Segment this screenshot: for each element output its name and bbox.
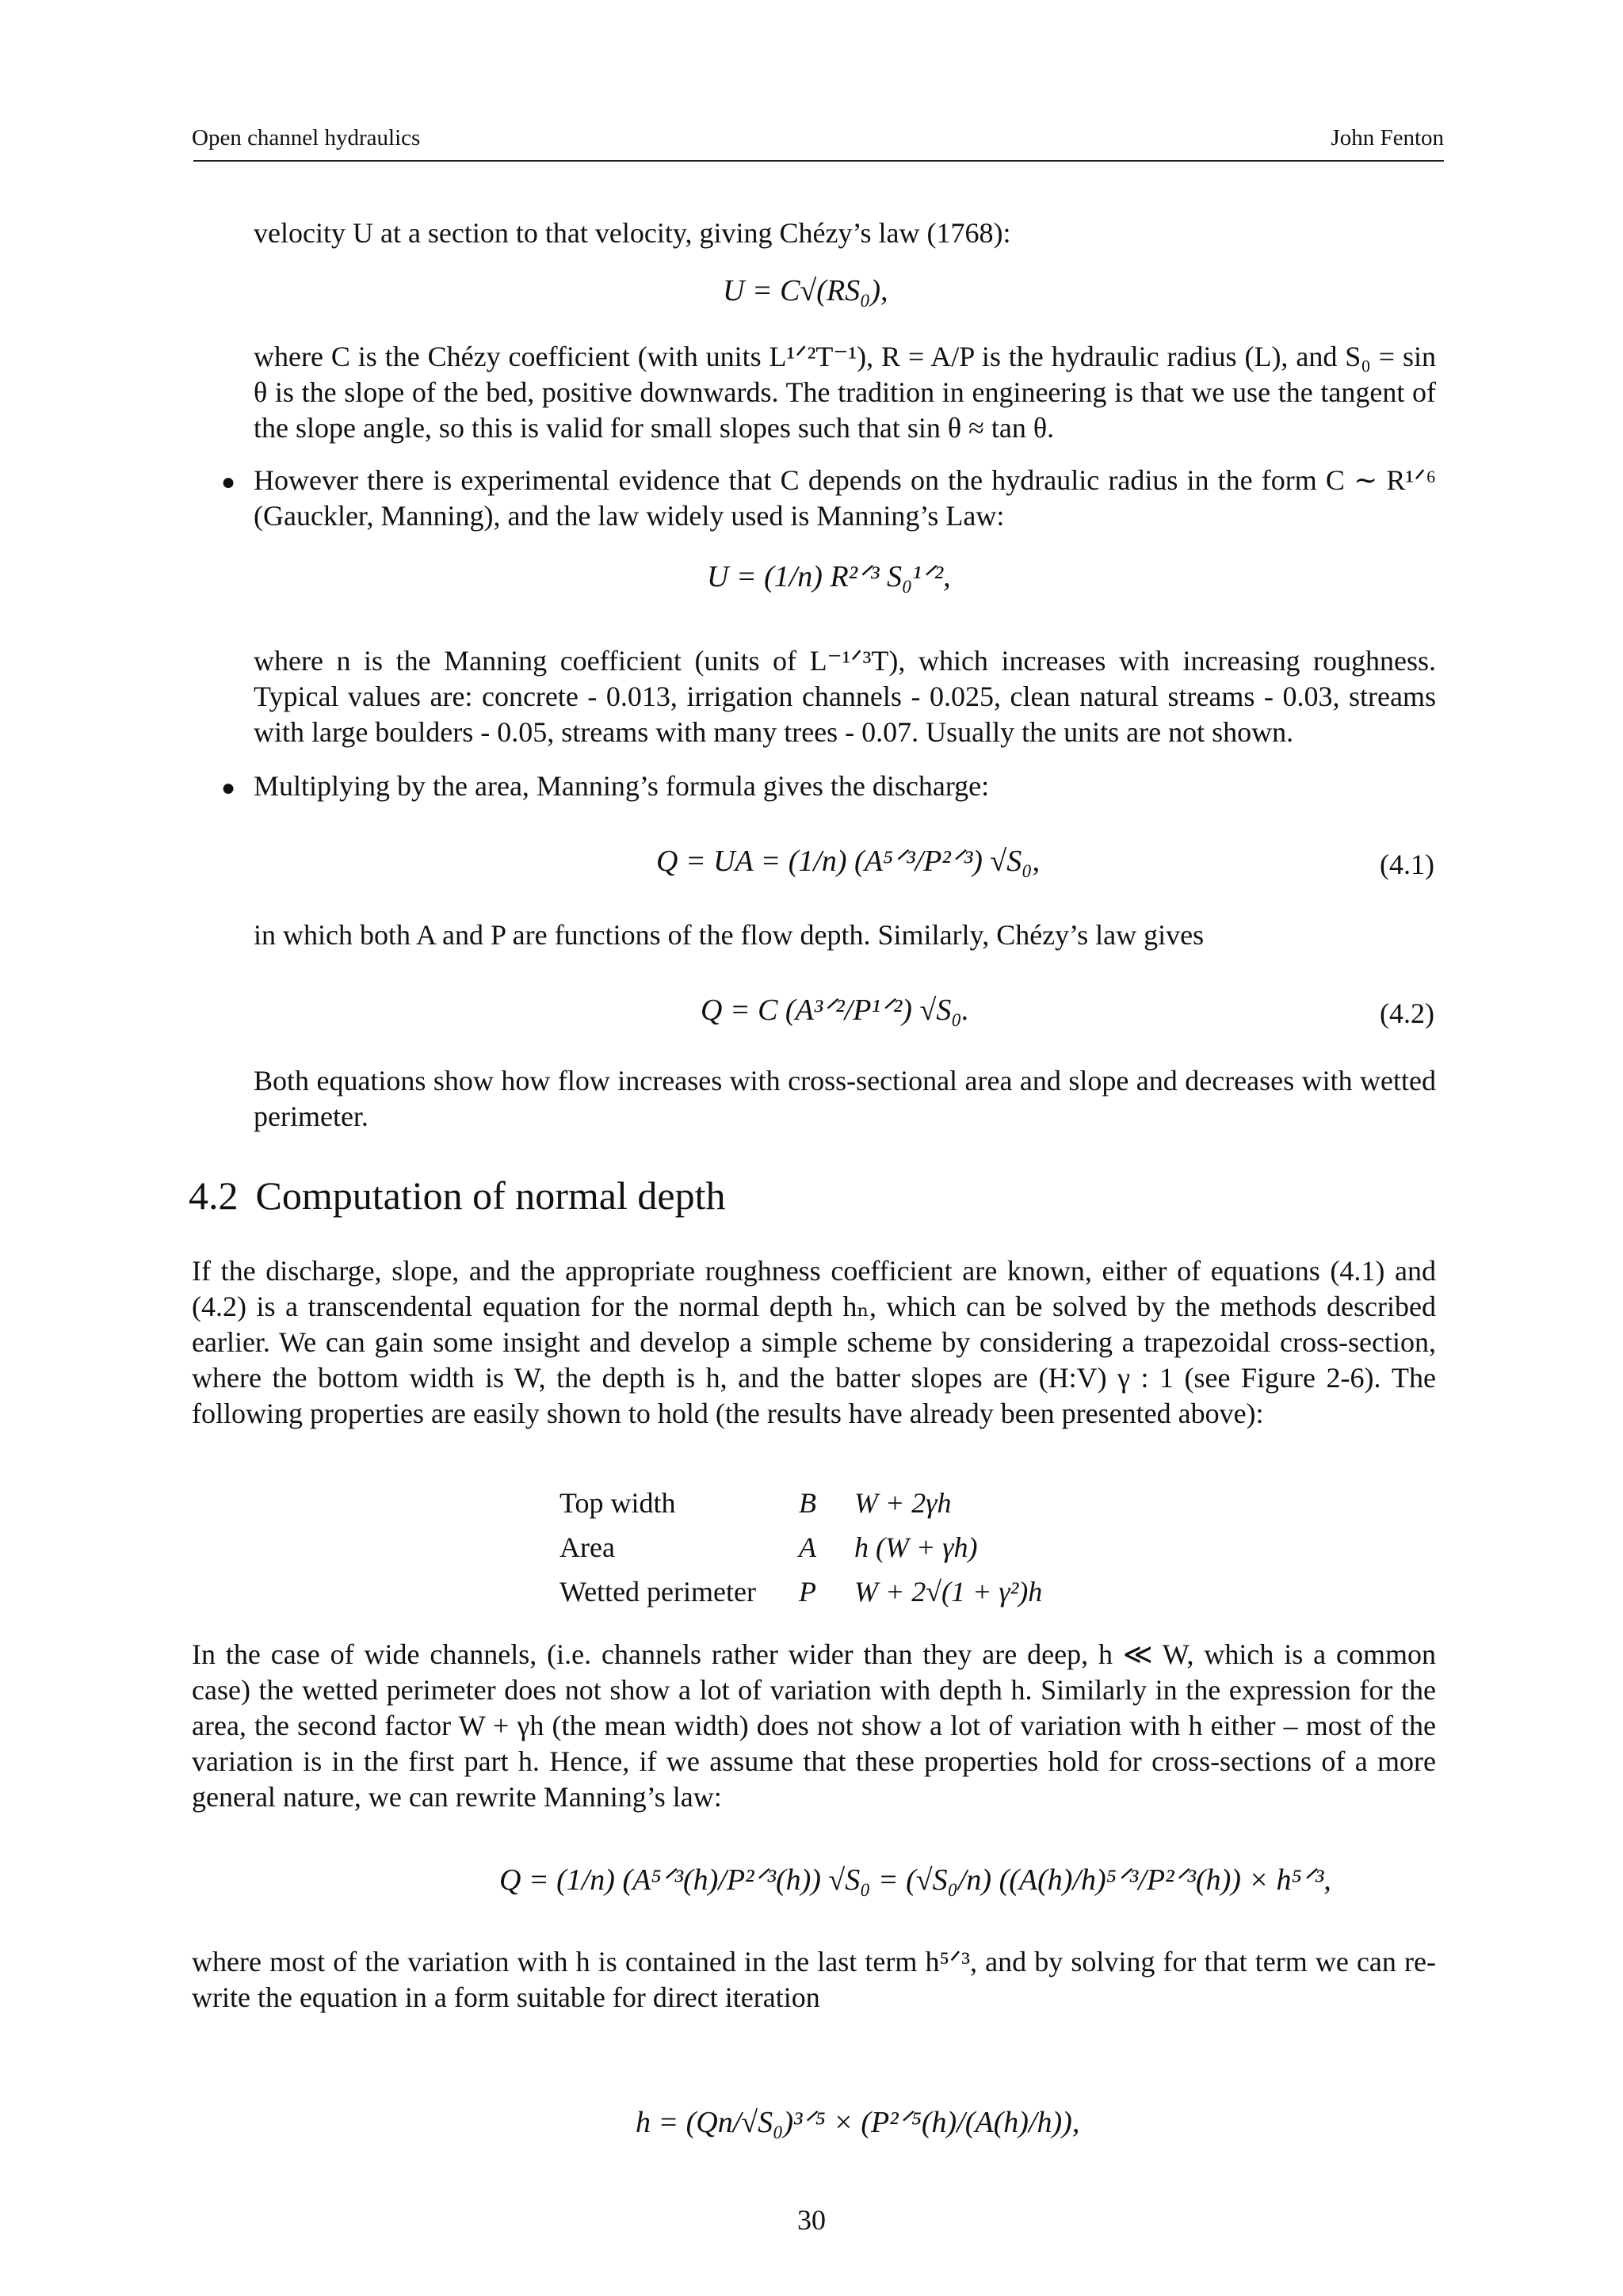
property-expression: W + 2γh — [854, 1487, 952, 1519]
equation-manning-rewritten: Q = (1/n) (A⁵ᐟ³(h)/P²ᐟ³(h)) √S₀ = (√S₀/n) ((A(h)/h)⁵ᐟ³/P²ᐟ³(h)) × h⁵ᐟ³, — [499, 1863, 1331, 1897]
property-symbol: A — [799, 1531, 816, 1563]
equation-4-1: Q = UA = (1/n) (A⁵ᐟ³/P²ᐟ³) √S₀, — [656, 845, 1040, 878]
bullet-icon: ● — [221, 469, 236, 495]
property-name: Top width — [559, 1487, 676, 1519]
section-heading — [189, 1173, 725, 1219]
bullet-discharge-intro: Multiplying by the area, Manning’s formula gives the discharge: — [254, 770, 990, 802]
paragraph-depth-functions: in which both A and P are functions of the flow depth. Similarly, Chézy’s law gives — [254, 919, 1205, 951]
property-symbol: B — [799, 1487, 816, 1519]
paragraph-normal-depth: If the discharge, slope, and the appropriate roughness coefficient are known, either of equations (4.1) and (4.2) is a transcendental equation for the normal depth hₙ, which can be solved by the methods described earlier. We can gain some insight and develop a simple scheme by considering a trapezoidal cross-section, where the bottom width is W, the depth is h, and the batter slopes are (H:V) γ : 1 (see Figure 2-6). The following properties are easily shown to hold (the results have already been presented above): — [192, 1255, 1436, 1429]
paragraph-manning-coefficient: where n is the Manning coefficient (units of L⁻¹ᐟ³T), which increases with increasing roughness. Typical values are: concrete - 0.013, irrigation channels - 0.025, clean natural streams - 0.03, streams with large boulders - 0.05, streams with many trees - 0.07. Usually the units are not shown. — [254, 645, 1436, 748]
running-header-author: John Fenton — [1331, 125, 1444, 151]
equation-number-4-1: (4.1) — [1380, 849, 1434, 880]
property-name: Area — [559, 1531, 615, 1563]
bullet-icon: ● — [221, 775, 236, 801]
paragraph-chezy-coefficient: where C is the Chézy coefficient (with units L¹ᐟ²T⁻¹), R = A/P is the hydraulic radius (L), and S₀ = sin θ is the slope of the bed, positive downwards. The tradition in engineering is that we use the tangent of the slope angle, so this is valid for small slopes such that sin θ ≈ tan θ. — [254, 341, 1436, 444]
section-number: 4.2 — [189, 1173, 239, 1218]
equation-number-4-2: (4.2) — [1380, 997, 1434, 1029]
property-expression: W + 2√(1 + γ²)h — [854, 1576, 1043, 1608]
paragraph-wide-channels: In the case of wide channels, (i.e. channels rather wider than they are deep, h ≪ W, which is a common case) the wetted perimeter does not show a lot of variation with depth h. Similarly in the expression for the area, the second factor W + γh (the mean width) does not show a lot of variation with h either – most of the variation is in the first part h. Hence, if we assume that these properties hold for cross-sections of a more general nature, we can rewrite Manning’s law: — [192, 1638, 1436, 1813]
property-name: Wetted perimeter — [559, 1576, 756, 1608]
property-expression: h (W + γh) — [854, 1531, 978, 1563]
equation-4-2: Q = C (A³ᐟ²/P¹ᐟ²) √S₀. — [701, 994, 970, 1027]
page-number: 30 — [797, 2204, 826, 2236]
equation-manning-law: U = (1/n) R²ᐟ³ S₀¹ᐟ², — [707, 560, 951, 593]
paragraph-chezy-intro: velocity U at a section to that velocity, giving Chézy’s law (1768): — [254, 217, 1011, 249]
property-symbol: P — [799, 1576, 816, 1608]
paragraph-flow-increase: Both equations show how flow increases with cross-sectional area and slope and decreases with wetted perimeter. — [254, 1065, 1436, 1132]
header-rule — [193, 160, 1444, 162]
running-header-title: Open channel hydraulics — [192, 125, 421, 151]
bullet-manning-intro: However there is experimental evidence that C depends on the hydraulic radius in the form C ∼ R¹ᐟ⁶ (Gauckler, Manning), and the law widely used is Manning’s Law: — [254, 464, 1436, 532]
equation-direct-iteration: h = (Qn/√S₀)³ᐟ⁵ × (P²ᐟ⁵(h)/(A(h)/h)), — [636, 2106, 1080, 2139]
paragraph-direct-iteration: where most of the variation with h is contained in the last term h⁵ᐟ³, and by solving for that term we can re-write the equation in a form suitable for direct iteration — [192, 1946, 1436, 2013]
equation-chezy-law: U = C√(RS₀), — [723, 274, 888, 307]
section-title: Computation of normal depth — [255, 1173, 726, 1218]
